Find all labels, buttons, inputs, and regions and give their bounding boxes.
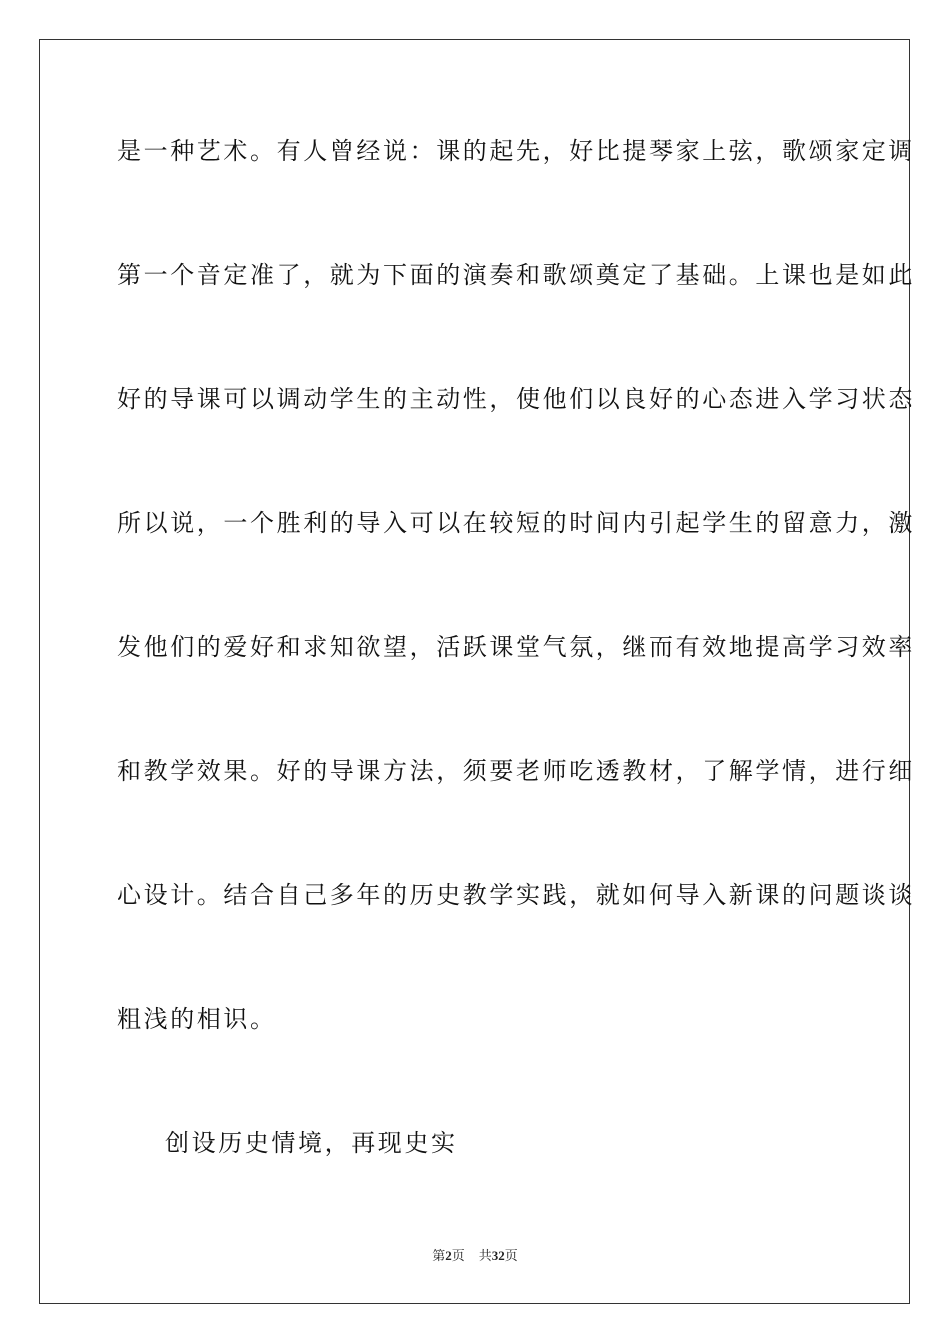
paragraph-line: 所以说，一个胜利的导入可以在较短的时间内引起学生的留意力，激: [117, 509, 915, 537]
paragraph-line: 发他们的爱好和求知欲望，活跃课堂气氛，继而有效地提高学习效率: [117, 633, 915, 661]
paragraph-line: 粗浅的相识。: [117, 1005, 277, 1033]
paragraph-line: 是一种艺术。有人曾经说：课的起先，好比提琴家上弦，歌颂家定调: [117, 137, 915, 165]
paragraph-line: 好的导课可以调动学生的主动性，使他们以良好的心态进入学习状态: [117, 385, 915, 413]
paragraph-line: 第一个音定准了，就为下面的演奏和歌颂奠定了基础。上课也是如此: [117, 261, 915, 289]
page-label-prefix: 第: [432, 1248, 446, 1263]
total-label-prefix: 共: [478, 1248, 492, 1263]
paragraph-line: 和教学效果。好的导课方法，须要老师吃透教材，了解学情，进行细: [117, 757, 915, 785]
page-border: [39, 39, 910, 1304]
total-pages-number: 32: [491, 1248, 505, 1263]
page-footer: [0, 1247, 950, 1265]
paragraph-line: 心设计。结合自己多年的历史教学实践，就如何导入新课的问题谈谈: [117, 881, 915, 909]
section-heading: 创设历史情境，再现史实: [165, 1129, 458, 1157]
page-label-suffix: 页: [451, 1248, 465, 1263]
current-page-number: 2: [445, 1248, 452, 1263]
total-label-suffix: 页: [504, 1248, 518, 1263]
